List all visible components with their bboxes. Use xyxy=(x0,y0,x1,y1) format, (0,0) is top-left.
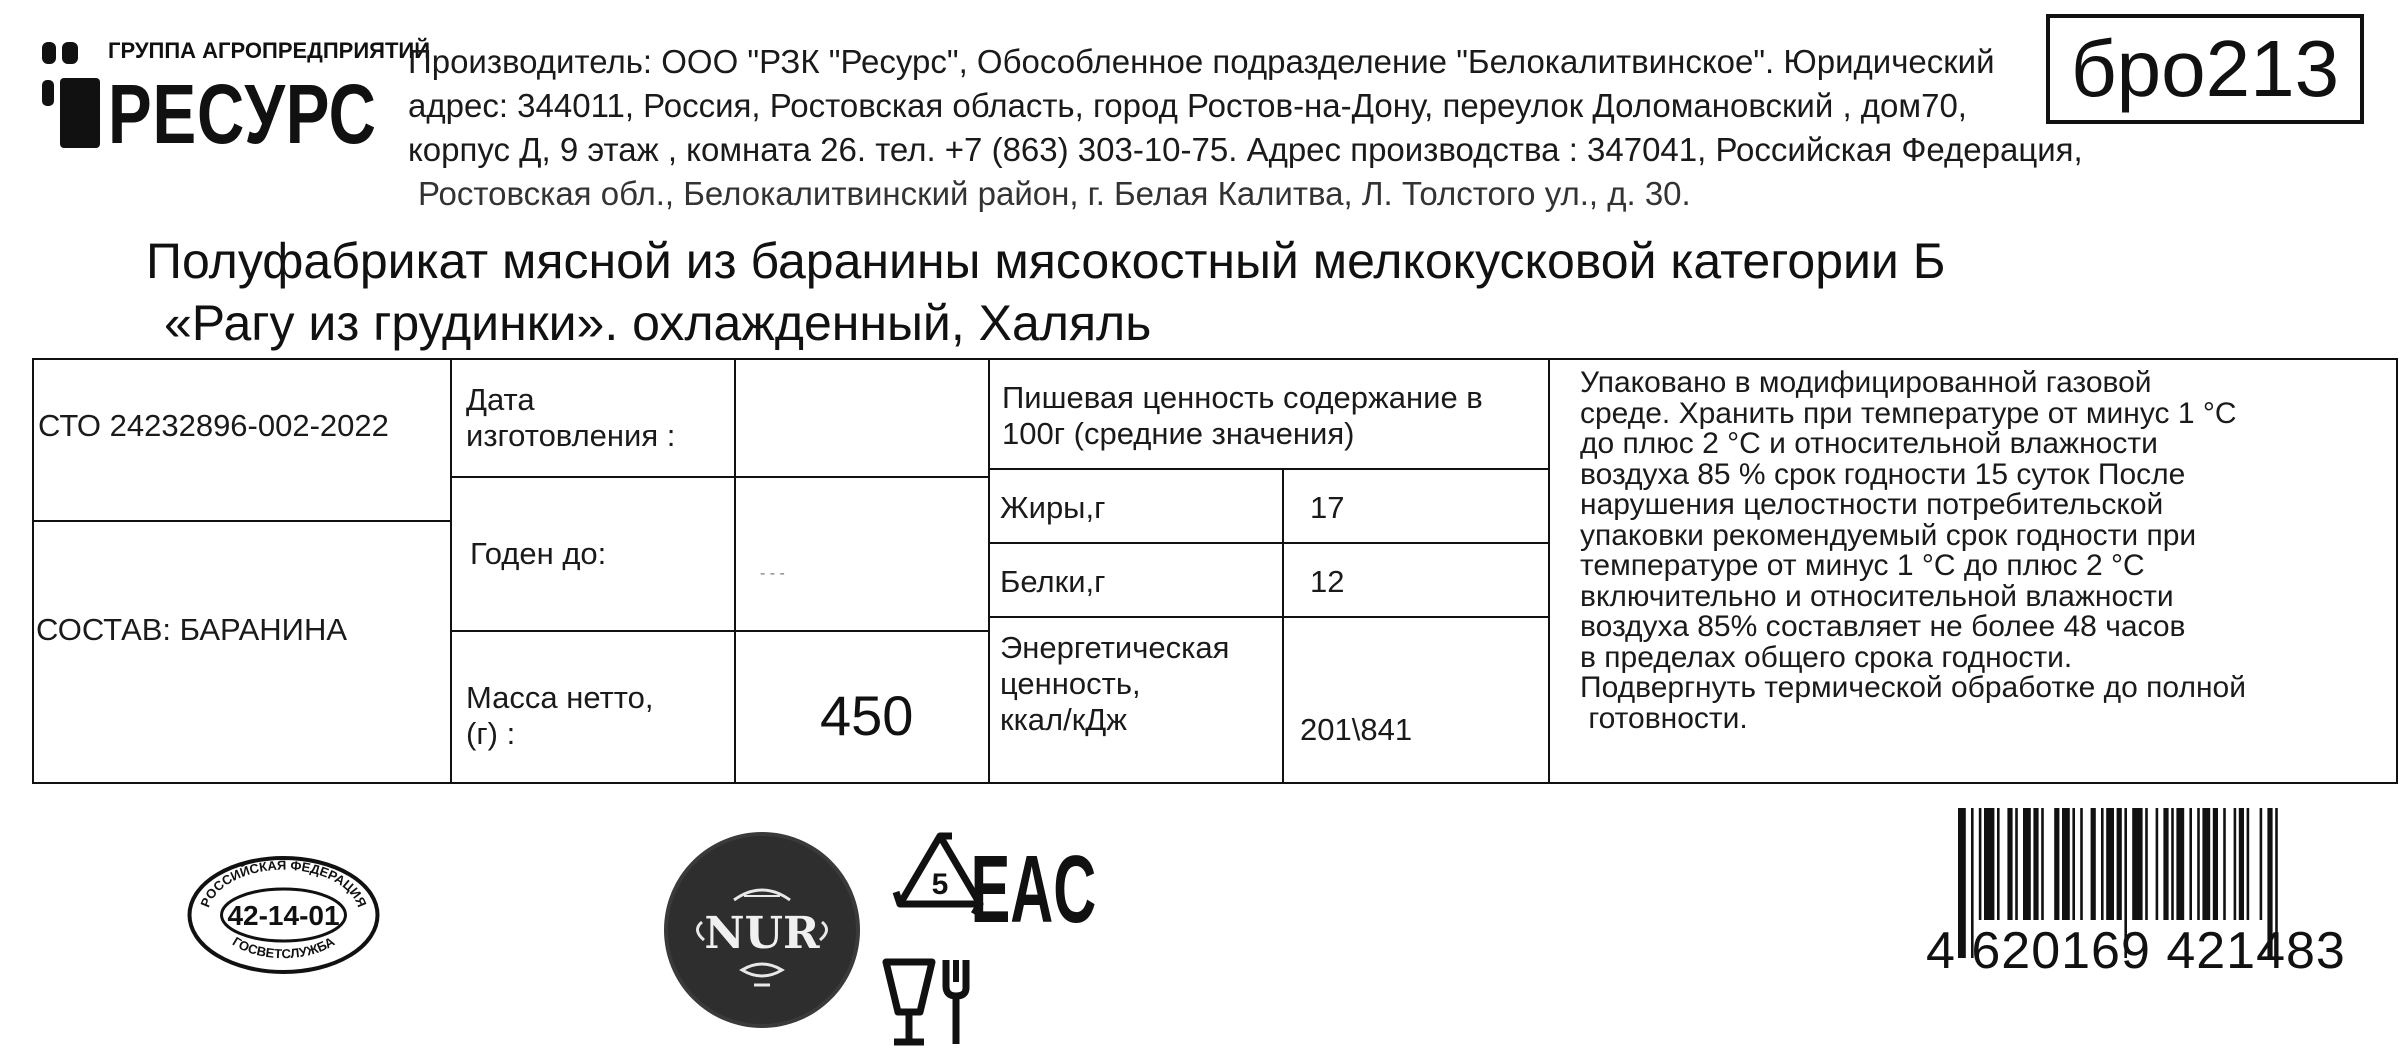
barcode-bar xyxy=(2033,808,2038,920)
barcode-bar xyxy=(2163,808,2168,920)
producer-info xyxy=(408,40,2128,216)
barcode-bar xyxy=(1979,808,1982,920)
barcode-bar xyxy=(2234,808,2237,920)
barcode-bar xyxy=(2247,808,2250,920)
best-before-value: - - - xyxy=(760,565,785,582)
energy-value: 201\841 xyxy=(1300,712,1413,747)
barcode-bar xyxy=(2015,808,2018,920)
company-logo xyxy=(40,34,431,164)
producer-line: корпус Д, 9 этаж , комната 26. тел. +7 (863) 303-10-75. Адрес производства : 347041, Российская Федерация, xyxy=(408,131,2083,168)
table-border-left xyxy=(32,358,34,784)
storage-line: упаковки рекомендуемый срок годности при xyxy=(1580,518,2197,552)
barcode-bar xyxy=(2117,808,2122,920)
storage-line: Подвергнуть термической обработке до полной xyxy=(1580,671,2246,704)
storage-line: среде. Хранить при температуре от минус 1 °С xyxy=(1580,396,2237,430)
producer-line: адрес: 344011, Россия, Ростовская область, город Ростов-на-Дону, переулок Доломановский , дом70, xyxy=(408,87,1967,124)
table-divider xyxy=(988,358,990,784)
standard-code: СТО 24232896-002-2022 xyxy=(38,408,389,443)
barcode-bar xyxy=(2132,808,2142,920)
barcode-bar xyxy=(2202,808,2210,920)
protein-value: 12 xyxy=(1310,564,1345,599)
best-before-label: Годен до: xyxy=(470,536,607,571)
barcode-bar xyxy=(1984,808,1994,920)
svg-text:ГОСВЕТСЛУЖБА xyxy=(230,933,338,961)
barcode-bar xyxy=(2106,808,2114,920)
barcode-bar xyxy=(2091,808,2096,920)
barcode-bar xyxy=(2145,808,2148,920)
table-border-top xyxy=(32,358,2398,360)
net-mass-label: Масса нетто, (г) : xyxy=(466,680,654,751)
barcode-bar xyxy=(2023,808,2031,920)
storage-line: до плюс 2 °С и относительной влажности xyxy=(1580,427,2158,460)
composition-text: СОСТАВ: БАРАНИНА xyxy=(36,612,348,647)
protein-label: Белки,г xyxy=(1000,564,1106,599)
barcode-bar xyxy=(2239,808,2244,920)
batch-code-box: бро213 xyxy=(2046,14,2364,124)
barcode-bar xyxy=(2260,808,2263,920)
product-title xyxy=(146,230,2346,354)
table-divider xyxy=(450,358,452,784)
product-title-line: «Рагу из грудинки». охлажденный, Халяль xyxy=(164,295,1152,351)
storage-line: температуре от минус 1 °С до плюс 2 °С xyxy=(1580,549,2145,582)
storage-line: воздуха 85% составляет не более 48 часов xyxy=(1580,610,2186,643)
table-divider xyxy=(1282,468,1284,784)
nutrition-header: Пишевая ценность содержание в 100г (средние значения) xyxy=(1002,380,1483,451)
table-divider xyxy=(1548,358,1550,784)
storage-line: в пределах общего срока годности. xyxy=(1580,640,2073,674)
food-contact-icon xyxy=(880,952,990,1050)
barcode-bar xyxy=(2007,808,2012,920)
fat-value: 17 xyxy=(1310,490,1345,525)
eac-mark-icon xyxy=(970,835,1097,943)
fat-label: Жиры,г xyxy=(1000,490,1106,525)
halal-logo-text: NUR xyxy=(704,908,820,959)
barcode-bar xyxy=(2176,808,2184,920)
table-divider xyxy=(988,468,1550,470)
producer-line: Ростовская обл., Белокалитвинский район, г. Белая Калитва, Л. Толстого ул., д. 30. xyxy=(418,175,1691,212)
barcode-bar xyxy=(2223,808,2226,920)
table-divider xyxy=(450,476,990,478)
barcode-bar xyxy=(2054,808,2059,920)
logo-mark-icon xyxy=(40,38,100,148)
net-mass-value: 450 xyxy=(820,684,914,747)
barcode-bar xyxy=(2062,808,2070,920)
recycle-number: 5 xyxy=(931,868,949,901)
table-border-right xyxy=(2396,358,2398,784)
storage-line: включительно и относительной влажности xyxy=(1580,579,2174,613)
energy-label: Энергетическая ценность, ккал/кДж xyxy=(1000,630,1230,737)
veterinary-seal-icon xyxy=(186,855,381,975)
table-divider xyxy=(450,630,990,632)
manufacture-date-label: Дата изготовления : xyxy=(466,382,676,453)
barcode-bar xyxy=(2080,808,2083,920)
table-divider xyxy=(734,358,736,784)
barcode-bar xyxy=(2189,808,2192,920)
barcode-bar xyxy=(2072,808,2075,920)
table-border-bottom xyxy=(32,782,2398,784)
product-title-line: Полуфабрикат мясной из баранины мясокостный мелкокусковой категории Б xyxy=(146,233,1946,289)
storage-line: Упаковано в модифицированной газовой xyxy=(1580,366,2152,399)
storage-line: готовности. xyxy=(1580,701,1748,735)
table-divider xyxy=(988,616,1550,618)
barcode-number: 4 620169 421483 xyxy=(1926,922,2346,980)
seal-bottom-text: ГОСВЕТСЛУЖБА xyxy=(229,933,338,962)
producer-line: Производитель: ООО "РЗК "Ресурс", Обособленное подразделение "Белокалитвинское". Юридический xyxy=(408,43,1995,80)
storage-conditions xyxy=(1580,368,2380,734)
barcode-bar xyxy=(2041,808,2044,920)
storage-line: нарушения целостности потребительской xyxy=(1580,488,2164,521)
eac-text: EAC xyxy=(970,835,1097,943)
seal-top-text: РОССИЙСКАЯ ФЕДЕРАЦИЯ xyxy=(197,857,370,910)
logo-name-text: РЕСУРС xyxy=(108,67,377,161)
barcode-bar xyxy=(2101,808,2104,920)
logo-group-text: ГРУППА АГРОПРЕДПРИЯТИЙ xyxy=(108,38,431,63)
storage-line: воздуха 85 % срок годности 15 суток После xyxy=(1580,457,2186,491)
barcode-bar xyxy=(2213,808,2218,920)
barcode-bar xyxy=(2156,808,2159,920)
barcode-bar xyxy=(2171,808,2174,920)
barcode-bar xyxy=(1997,808,2000,920)
halal-logo-icon xyxy=(662,830,862,1030)
table-divider xyxy=(988,542,1550,544)
barcode-bar xyxy=(2197,808,2200,920)
table-divider xyxy=(32,520,452,522)
seal-code-text: 42-14-01 xyxy=(227,900,340,931)
